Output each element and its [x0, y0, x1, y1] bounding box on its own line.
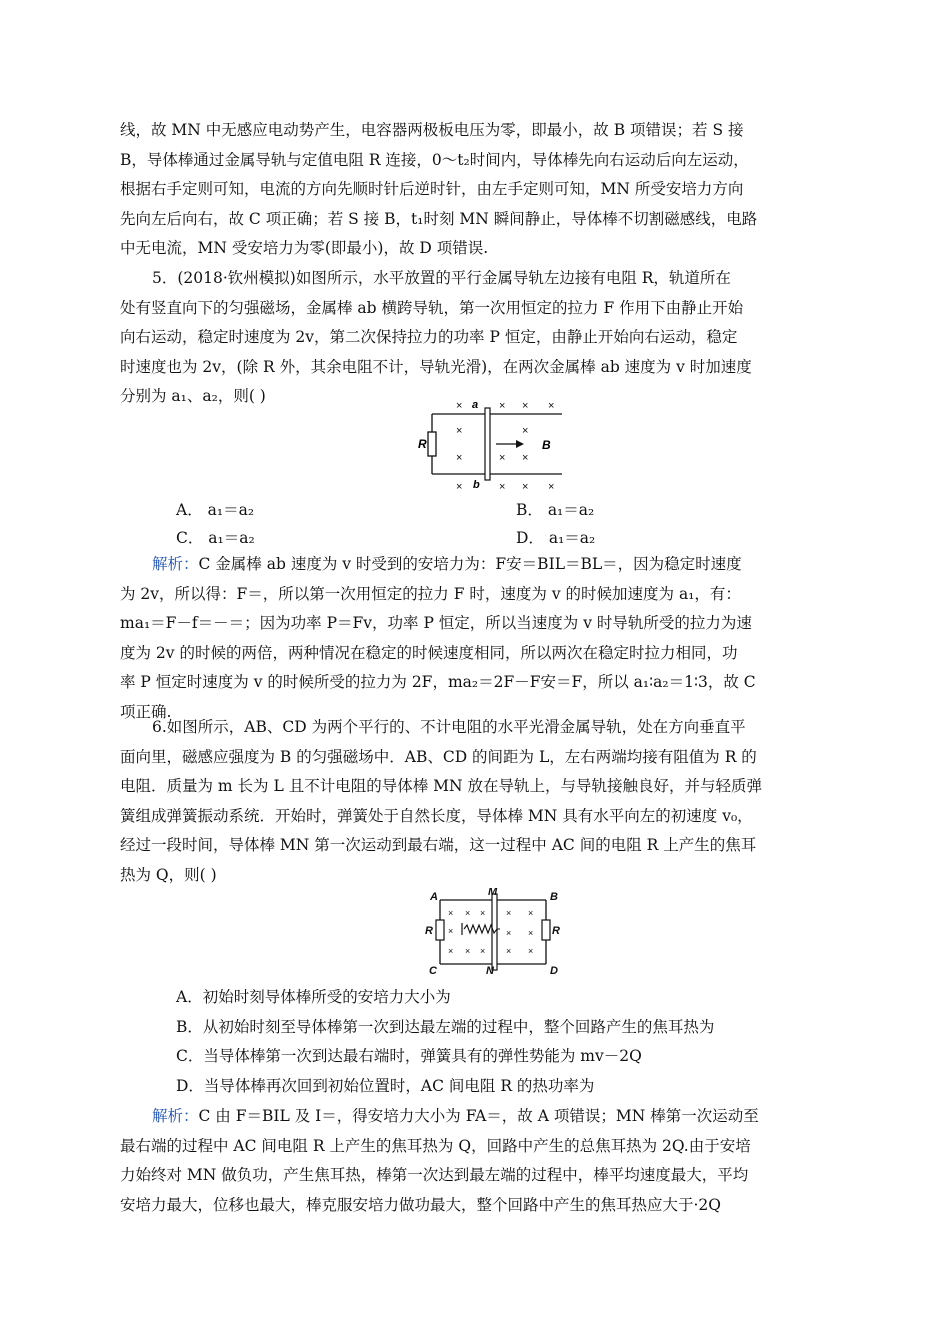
- field-cross: ×: [506, 946, 512, 956]
- text-line: 力始终对 MN 做负功，产生焦耳热，棒第一次达到最左端的过程中，棒平均速度最大，平均: [120, 1166, 749, 1185]
- label-R-right: R: [552, 925, 560, 937]
- field-cross: ×: [465, 908, 471, 918]
- text-line: 度为 2v 的时候的两倍，两种情况在稳定的时候速度相同，所以两次在稳定时拉力相同，功: [120, 643, 738, 662]
- question-6: [120, 713, 832, 891]
- text-line: B，导体棒通过金属导轨与定值电阻 R 连接，0～t₂时间内，导体棒先向右运动后向左运动，: [120, 150, 749, 169]
- q5-option-d[interactable]: D． a₁＝a₂: [516, 529, 596, 547]
- figure-5-rails-diagram: [412, 398, 572, 498]
- label-b: b: [473, 479, 480, 491]
- text-line: ma₁＝F－f＝－＝；因为功率 P＝Fv，功率 P 恒定，所以当速度为 v 时导轨所受的拉力为速: [120, 614, 752, 633]
- q5-option-a[interactable]: A． a₁＝a₂: [176, 501, 255, 519]
- rod-ab: [485, 408, 490, 480]
- field-cross: ×: [465, 946, 471, 956]
- label-N: N: [486, 965, 494, 976]
- field-cross: ×: [448, 946, 454, 956]
- field-cross: ×: [506, 928, 512, 938]
- analysis-text: C 由 F＝BIL 及 I＝，得安培力大小为 FA＝，故 A 项错误；MN 棒第一次运动至: [198, 1107, 759, 1125]
- resistor-R: [428, 432, 436, 456]
- field-cross: ×: [522, 425, 529, 437]
- label-D: D: [550, 965, 558, 976]
- field-cross: ×: [499, 400, 506, 412]
- text-line: 6.如图所示，AB、CD 为两个平行的、不计电阻的水平光滑金属导轨，处在方向垂直平: [152, 718, 746, 736]
- question-5: [120, 264, 832, 412]
- label-M: M: [488, 888, 498, 898]
- resistor-left: [436, 920, 444, 940]
- text-line: [120, 550, 832, 580]
- analysis-tag: 解析：: [152, 555, 199, 573]
- text-line: 分别为 a₁、a₂，则( ): [120, 387, 266, 406]
- field-cross: ×: [456, 452, 463, 464]
- field-cross: ×: [456, 425, 463, 437]
- field-cross: ×: [480, 946, 486, 956]
- field-cross: ×: [522, 452, 529, 464]
- text-line: [120, 1102, 832, 1132]
- text-line: 率 P 恒定时速度为 v 的时候所受的拉力为 2F，ma₂＝2F－F安＝F，所以 a₁∶a₂＝1∶3，故 C: [120, 673, 756, 692]
- text-line: 面向里，磁感应强度为 B 的匀强磁场中．AB、CD 的间距为 L，左右两端均接有阻值为 R 的: [120, 747, 757, 766]
- field-cross: ×: [448, 926, 454, 936]
- answer-6: [120, 1102, 832, 1220]
- field-cross: ×: [456, 400, 463, 412]
- q6-option-b[interactable]: B．从初始时刻至导体棒第一次到达最左端的过程中，整个回路产生的焦耳热为: [176, 1017, 715, 1036]
- text-line: 电阻．质量为 m 长为 L 且不计电阻的导体棒 MN 放在导轨上，与导轨接触良好，并与轻质弹: [120, 777, 762, 796]
- field-cross: ×: [499, 452, 506, 464]
- field-cross: ×: [548, 400, 555, 412]
- text-line: 簧组成弹簧振动系统．开始时，弹簧处于自然长度，导体棒 MN 具有水平向左的初速度 v₀，: [120, 806, 753, 825]
- label-R-left: R: [425, 925, 433, 937]
- label-R: R: [418, 437, 427, 451]
- label-A: A: [430, 891, 438, 903]
- field-cross: ×: [480, 908, 486, 918]
- field-cross: ×: [548, 481, 555, 493]
- field-cross: ×: [456, 481, 463, 493]
- text-line: 热为 Q，则( ): [120, 865, 217, 884]
- q6-option-a[interactable]: A．初始时刻导体棒所受的安培力大小为: [176, 988, 451, 1006]
- field-cross: ×: [506, 908, 512, 918]
- field-cross: ×: [522, 481, 529, 493]
- text-line: 中无电流，MN 受安培力为零(即最小)，故 D 项错误.: [120, 239, 489, 258]
- label-C: C: [429, 965, 437, 976]
- text-line: 先向左后向右，故 C 项正确；若 S 接 B，t₁时刻 MN 瞬间静止，导体棒不切割磁感线，电路: [120, 209, 758, 228]
- field-cross: ×: [528, 928, 534, 938]
- field-cross: ×: [528, 908, 534, 918]
- text-line: 5．(2018·钦州模拟)如图所示，水平放置的平行金属导轨左边接有电阻 R，轨道所在: [152, 269, 731, 287]
- field-cross: ×: [499, 481, 506, 493]
- arrow-head: [516, 440, 524, 448]
- text-line: 线，故 MN 中无感应电动势产生，电容器两极板电压为零，即最小，故 B 项错误；若 S 接: [120, 121, 744, 139]
- text-line: 时速度也为 2v，(除 R 外，其余电阻不计，导轨光滑)，在两次金属棒 ab 速度为 v 时加速度: [120, 357, 752, 376]
- text-line: 项正确.: [120, 702, 172, 721]
- text-line: 为 2v，所以得：F＝，所以第一次用恒定的拉力 F 时，速度为 v 的时候加速度为 a₁，有：: [120, 584, 741, 603]
- text-line: 最右端的过程中 AC 间电阻 R 上产生的焦耳热为 Q，回路中产生的总焦耳热为 2Q.由于安培: [120, 1136, 751, 1155]
- figure-6-spring-diagram: [424, 888, 564, 976]
- label-a: a: [472, 399, 479, 411]
- text-line: 处有竖直向下的匀强磁场，金属棒 ab 横跨导轨，第一次用恒定的拉力 F 作用下由静止开始: [120, 298, 744, 317]
- answer-5: [120, 550, 832, 728]
- q6-option-c[interactable]: C．当导体棒第一次到达最右端时，弹簧具有的弹性势能为 mv－2Q: [176, 1047, 642, 1066]
- text-line: 经过一段时间，导体棒 MN 第一次运动到最右端，这一过程中 AC 间的电阻 R 上产生的焦耳: [120, 836, 757, 855]
- prev-answer-paragraph: [120, 116, 832, 264]
- label-B: B: [550, 891, 558, 903]
- analysis-tag: 解析：: [152, 1107, 199, 1125]
- q6-option-d[interactable]: D．当导体棒再次回到初始位置时，AC 间电阻 R 的热功率为: [176, 1076, 595, 1095]
- resistor-right: [542, 920, 550, 940]
- q5-option-b[interactable]: B． a₁＝a₂: [516, 501, 595, 519]
- text-line: 安培力最大，位移也最大，棒克服安培力做功最大，整个回路中产生的焦耳热应大于·2Q: [120, 1195, 721, 1214]
- q5-option-c[interactable]: C． a₁＝a₂: [176, 529, 255, 547]
- analysis-text: C 金属棒 ab 速度为 v 时受到的安培力为：F安＝BIL＝BL＝，因为稳定时速度: [198, 555, 742, 573]
- text-line: 根据右手定则可知，电流的方向先顺时针后逆时针，由左手定则可知，MN 所受安培力方向: [120, 180, 744, 199]
- field-cross: ×: [528, 946, 534, 956]
- field-cross: ×: [448, 908, 454, 918]
- label-B: B: [542, 438, 551, 452]
- field-cross: ×: [522, 400, 529, 412]
- q6-options: [176, 983, 832, 1101]
- text-line: 向右运动，稳定时速度为 2v，第二次保持拉力的功率 P 恒定，由静止开始向右运动，稳定: [120, 328, 738, 347]
